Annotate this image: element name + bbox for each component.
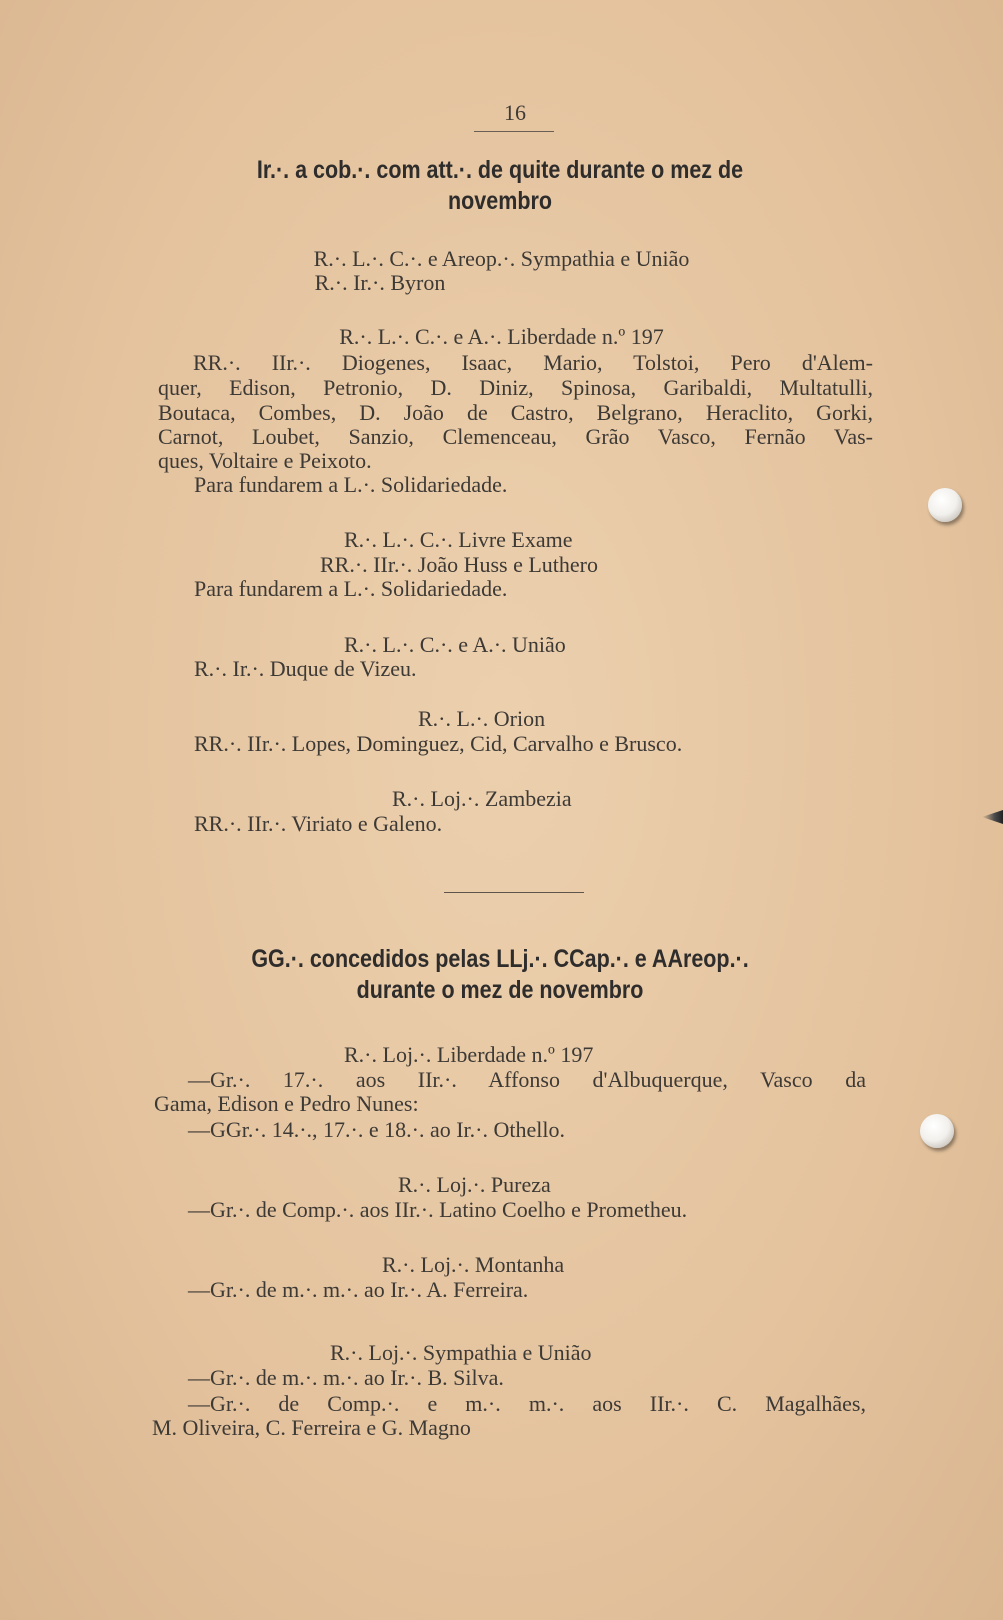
entry-line: —Gr.·. de Comp.·. e m.·. m.·. aos IIr.·. C. Magalhães, [188,1391,866,1416]
section-1-title-line-2: novembro [448,187,552,215]
section-2-title [173,944,827,1006]
entry-line: Para fundarem a L.·. Solidariedade. [194,472,508,497]
entry-line: R.·. Loj.·. Liberdade n.º 197 [344,1042,594,1067]
entry-line: R.·. L.·. Orion [418,706,546,731]
entry-line: RR.·. IIr.·. Viriato e Galeno. [194,811,443,836]
entry-line: —Gr.·. de m.·. m.·. ao Ir.·. A. Ferreira. [188,1277,529,1302]
entry-line: ques, Voltaire e Peixoto. [158,448,372,473]
binding-hole [920,1114,954,1148]
entry-line: R.·. L.·. C.·. Livre Exame [344,527,573,552]
entry-line: Gama, Edison e Pedro Nunes: [154,1091,419,1116]
page-number-rule [474,131,554,132]
section-1-title [173,155,827,217]
section-divider [444,892,584,893]
entry-line: —Gr.·. de Comp.·. aos IIr.·. Latino Coelho e Prometheu. [188,1197,688,1222]
entry-line: R.·. L.·. C.·. e A.·. União [344,632,566,657]
binding-hole [928,488,962,522]
entry-line: quer, Edison, Petronio, D. Diniz, Spinosa, Garibaldi, Multatulli, [158,375,873,400]
entry-line: R.·. Ir.·. Duque de Vizeu. [194,656,417,681]
entry-line: R.·. Loj.·. Montanha [382,1252,565,1277]
entry-line: —Gr.·. 17.·. aos IIr.·. Affonso d'Albuquerque, Vasco da [188,1067,866,1092]
entry-line: R.·. L.·. C.·. e A.·. Liberdade n.º 197 [339,324,664,349]
entry-line: Boutaca, Combes, D. João de Castro, Belgrano, Heraclito, Gorki, [158,400,873,425]
entry-line: RR.·. IIr.·. Lopes, Dominguez, Cid, Carvalho e Brusco. [194,731,683,756]
entry-line: RR.·. IIr.·. João Huss e Luthero [320,552,599,577]
section-2-title-line-1: GG.·. concedidos pelas LLj.·. CCap.·. e AAreop.·. [251,945,749,973]
page-number: 16 [504,100,526,125]
entry-line: —GGr.·. 14.·., 17.·. e 18.·. ao Ir.·. Othello. [188,1117,565,1142]
entry-line: R.·. L.·. C.·. e Areop.·. Sympathia e União [313,246,690,271]
entry-line: Carnot, Loubet, Sanzio, Clemenceau, Grão Vasco, Fernão Vas- [158,424,873,449]
entry-line: RR.·. IIr.·. Diogenes, Isaac, Mario, Tolstoi, Pero d'Alem- [193,350,873,375]
section-1-title-line-1: Ir.·. a cob.·. com att.·. de quite durante o mez de [256,156,744,184]
entry-line: Para fundarem a L.·. Solidariedade. [194,576,508,601]
entry-line: R.·. Loj.·. Pureza [398,1172,551,1197]
entry-line: M. Oliveira, C. Ferreira e G. Magno [152,1415,471,1440]
edge-clip-mark [982,810,1003,824]
entry-line: —Gr.·. de m.·. m.·. ao Ir.·. B. Silva. [188,1365,504,1390]
entry-line: R.·. Loj.·. Zambezia [392,786,572,811]
entry-line: R.·. Ir.·. Byron [314,270,446,295]
entry-line: R.·. Loj.·. Sympathia e União [330,1340,592,1365]
section-2-title-line-2: durante o mez de novembro [356,976,644,1004]
